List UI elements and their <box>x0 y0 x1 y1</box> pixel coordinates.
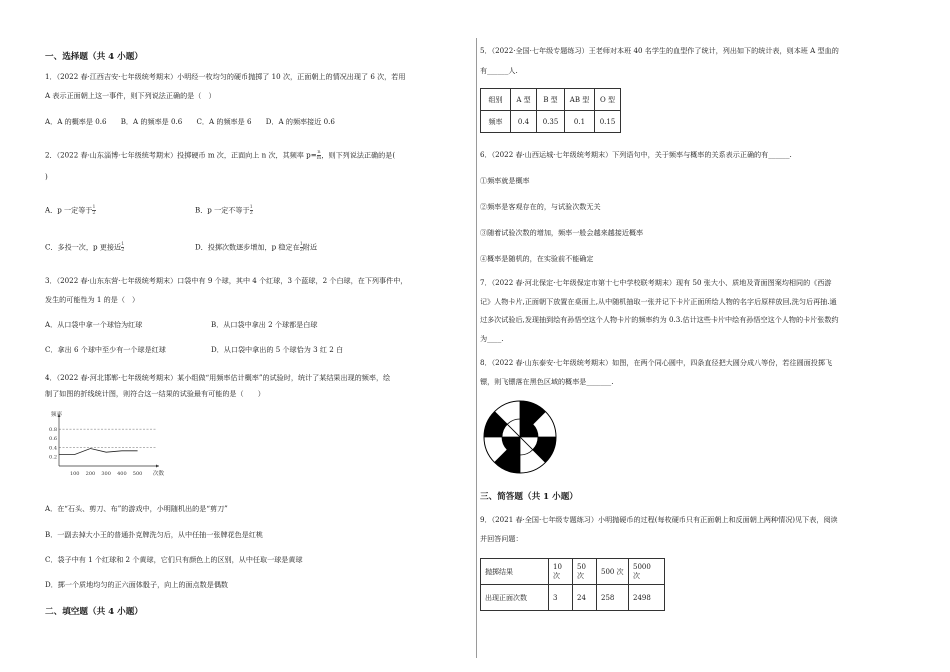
x-tick-label: 300 <box>101 471 111 477</box>
q2-stem-text: 2．（2022 春·山东淄博·七年级统考期末）投掷硬币 m 次，正面向上 n 次，其频率 p= <box>45 150 317 160</box>
table-cell: 0.15 <box>595 111 621 133</box>
left-column <box>45 0 470 672</box>
column-divider <box>476 38 477 658</box>
section-title-choice: 一、选择题（共 4 小题） <box>45 52 143 62</box>
q3-option-b: B．从口袋中拿出 2 个球都是白球 <box>211 320 318 329</box>
half-fraction: $\frac{1}{2}$ <box>249 204 253 216</box>
table-cell: 2498 <box>629 585 665 611</box>
q2-stem-line1 <box>45 150 395 161</box>
q7-stem-line3: 过多次试验后,发现抽到绘有孙悟空这个人物卡片的频率约为 0.3.估计这些卡片中绘有孙悟空这个人物的卡片张数约 <box>480 315 839 324</box>
half-fraction: $\frac{1}{2}$ <box>299 241 303 253</box>
q5-stem-line2: 有______人. <box>480 66 518 75</box>
concentric-circles-dartboard <box>482 399 558 475</box>
q3-stem-line1: 3．（2022 春·山东东营·七年级统考期末）口袋中有 9 个球，其中 4 个红球，3 个蓝球，2 个白球，在下列事件中， <box>45 276 408 285</box>
table-cell: 5000 次 <box>629 559 665 585</box>
q4-stem-line1: 4．（2022 春·河北邯郸·七年级统考期末）某小组做“用频率估计概率”的试验时，统计了某结果出现的频率，绘 <box>45 373 391 382</box>
table-cell: 0.35 <box>537 111 565 133</box>
frequency-line-chart <box>45 408 180 483</box>
right-column <box>480 0 920 672</box>
section-title-fill: 二、填空题（共 4 小题） <box>45 607 143 617</box>
q6-statement-1: ①频率就是概率 <box>480 176 530 185</box>
q8-stem-line2: 镖，则飞镖落在黑色区域的概率是_______. <box>480 377 614 386</box>
q4-option-d: D．掷一个质地均匀的正六面体骰子，向上的面点数是偶数 <box>45 580 229 589</box>
table-row <box>481 89 621 111</box>
y-tick-label: 0.6 <box>49 436 57 443</box>
q9-stem-line1: 9．（2021 春·全国·七年级专题练习）小明抛硬币的过程(每枚硬币只有正面朝上和反面朝上两种情况)见下表，阅读 <box>480 515 838 524</box>
q2-option-a: A．p 一定等于 $\frac{1}{2}$ <box>45 204 96 216</box>
table-cell: 50 次 <box>573 559 597 585</box>
table-cell: 500 次 <box>597 559 629 585</box>
table-cell: 24 <box>573 585 597 611</box>
q4-option-c: C．袋子中有 1 个红球和 2 个黄球，它们只有颜色上的区别，从中任取一球是黄球 <box>45 555 303 564</box>
y-axis-label: 频率 <box>51 412 63 418</box>
x-axis-label: 次数 <box>153 471 165 477</box>
half-fraction: $\frac{1}{2}$ <box>121 241 125 253</box>
table-cell: 0.1 <box>565 111 595 133</box>
q4-option-b: B．一副去掉大小王的普通扑克牌洗匀后，从中任抽一张牌花色是红桃 <box>45 530 264 539</box>
q6-statement-2: ②频率是客观存在的，与试验次数无关 <box>480 202 601 211</box>
q7-stem-line4: 为____. <box>480 334 504 343</box>
table-cell: O 型 <box>595 89 621 111</box>
q5-stem-line1: 5．（2022·全国·七年级专题练习）王老师对本班 40 名学生的血型作了统计，列出如下的统计表，则本班 A 型血的 <box>480 46 839 55</box>
table-row <box>481 585 665 611</box>
table-cell: 抛掷结果 <box>481 559 549 585</box>
q2-fraction-n-over-m: $\frac{n}{m}$ <box>316 149 322 161</box>
q3-option-c: C．拿出 6 个球中至少有一个球是红球 <box>45 345 166 354</box>
x-tick-label: 500 <box>132 471 143 477</box>
q2-stem-line2: ) <box>45 172 48 181</box>
table-cell: AB 型 <box>565 89 595 111</box>
table-cell: 0.4 <box>511 111 537 133</box>
q2-stem-text-end: ，则下列说法正确的是( <box>321 150 396 160</box>
x-tick-label: 200 <box>85 471 96 477</box>
y-tick-label: 0.2 <box>49 454 57 461</box>
table-cell: 频率 <box>481 111 511 133</box>
q2-option-b: B．p 一定不等于 $\frac{1}{2}$ <box>195 204 253 216</box>
q4-stem-line2: 制了如图的折线统计图，则符合这一结果的试验最有可能的是（ ） <box>45 389 265 398</box>
y-tick-label: 0.8 <box>49 427 57 433</box>
q3-option-d: D．从口袋中拿出的 5 个球恰为 3 红 2 白 <box>211 345 344 354</box>
q9-stem-line2: 并回答问题： <box>480 534 523 543</box>
q3-stem-line2: 发生的可能性为 1 的是（ ） <box>45 295 140 304</box>
table-cell: 258 <box>597 585 629 611</box>
coin-toss-table <box>480 558 665 611</box>
q3-option-a: A．从口袋中拿一个球恰为红球 <box>45 320 143 329</box>
q6-statement-3: ③随着试验次数的增加，频率一般会越来越接近概率 <box>480 228 644 237</box>
table-cell: B 型 <box>537 89 565 111</box>
q4-option-a: A．在“石头、剪刀、布”的游戏中，小明随机出的是“剪刀” <box>45 504 228 513</box>
q1-options: A．A 的概率是 0.6 B．A 的频率是 0.6 C．A 的频率是 6 D．A 的频率接近 0.6 <box>45 117 335 126</box>
table-row <box>481 111 621 133</box>
q8-stem-line1: 8．（2022 春·山东泰安·七年级统考期末）如图，在两个同心圆中，四条直径把大圆分成八等份，若往圆面投掷飞 <box>480 358 833 367</box>
q1-stem-line2: A 表示正面朝上这一事件，则下列说法正确的是（ ） <box>45 91 216 100</box>
table-cell: 10 次 <box>549 559 573 585</box>
table-cell: 3 <box>549 585 573 611</box>
frequency-series-line <box>59 449 138 455</box>
q2-option-c: C．多投一次，p 更接近 $\frac{1}{2}$ <box>45 241 125 253</box>
y-tick-label: 0.4 <box>49 445 57 452</box>
table-cell: 组别 <box>481 89 511 111</box>
table-row <box>481 559 665 585</box>
table-cell: 出现正面次数 <box>481 585 549 611</box>
q2-option-d: D．投掷次数逐步增加，p 稳定在 $\frac{1}{2}$ 附近 <box>195 241 318 253</box>
half-fraction: $\frac{1}{2}$ <box>92 204 96 216</box>
x-tick-label: 400 <box>117 471 127 477</box>
blood-type-table <box>480 88 621 133</box>
x-axis-arrow <box>156 465 159 468</box>
q7-stem-line2: 记》人物卡片,正面朝下放置在桌面上,从中随机抽取一张并记下卡片正面所绘人物的名字后原样放回,洗匀后再抽.通 <box>480 297 837 306</box>
q7-stem-line1: 7．（2022 春·河北保定·七年级保定市第十七中学校联考期末）现有 50 张大小、质地及背面图案均相同的《西游 <box>480 278 832 287</box>
section-title-short-answer: 三、简答题（共 1 小题） <box>480 492 578 502</box>
q6-stem: 6．（2022 春·山西运城·七年级统考期末）下列语句中，关于频率与概率的关系表示正确的有______. <box>480 150 792 159</box>
q1-stem-line1: 1．（2022 春·江西吉安·七年级统考期末）小明经一枚均匀的硬币抛掷了 10 次，正面朝上的情况出现了 6 次，若用 <box>45 72 406 81</box>
q6-statement-4: ④概率是随机的，在实验前不能确定 <box>480 254 594 263</box>
x-tick-label: 100 <box>69 471 80 477</box>
table-cell: A 型 <box>511 89 537 111</box>
